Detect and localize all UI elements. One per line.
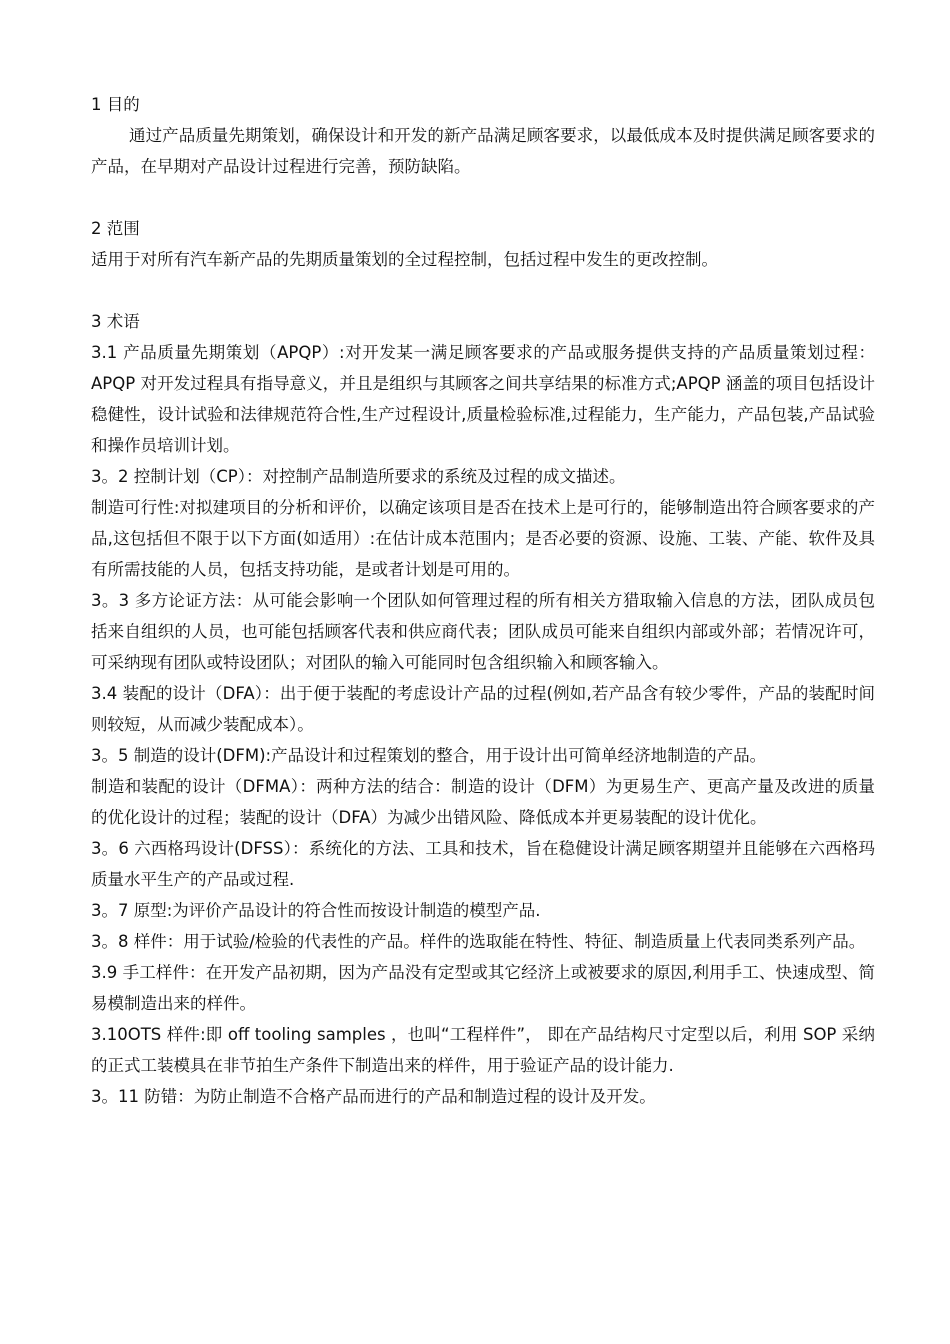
term-3-1: 3.1 产品质量先期策划（APQP）:对开发某一满足顾客要求的产品或服务提供支持的产品质量策划过程：APQP 对开发过程具有指导意义，并且是组织与其顾客之间共享结果的标准方式;APQP 涵盖的项目包括设计稳健性，设计试验和法律规范符合性,生产过程设计,质量检验标准,过程能力，生产能力，产品包装,产品试验和操作员培训计划。: [91, 343, 875, 455]
term-3-8: 3。8 样件：用于试验/检验的代表性的产品。样件的选取能在特性、特征、制造质量上代表同类系列产品。: [91, 932, 866, 951]
term-dfma: 制造和装配的设计（DFMA）：两种方法的结合：制造的设计（DFM）为更易生产、更高产量及改进的质量的优化设计的过程；装配的设计（DFA）为减少出错风险、降低成本并更易装配的设计优化。: [91, 777, 875, 827]
term-manufacturing-feasibility: 制造可行性:对拟建项目的分析和评价，以确定该项目是否在技术上是可行的，能够制造出符合顾客要求的产品,这包括但不限于以下方面(如适用）:在估计成本范围内；是否必要的资源、设施、工装、产能、软件及具有所需技能的人员，包括支持功能，是或者计划是可用的。: [91, 498, 875, 579]
section-2-heading: 2 范围: [91, 219, 140, 238]
term-3-9: 3.9 手工样件：在开发产品初期，因为产品没有定型或其它经济上或被要求的原因,利用手工、快速成型、简易模制造出来的样件。: [91, 963, 875, 1013]
term-3-2: 3。2 控制计划（CP）：对控制产品制造所要求的系统及过程的成文描述。: [91, 467, 626, 486]
section-1-body: 通过产品质量先期策划，确保设计和开发的新产品满足顾客要求，以最低成本及时提供满足顾客要求的产品，在早期对产品设计过程进行完善，预防缺陷。: [91, 126, 875, 176]
term-3-6: 3。6 六西格玛设计(DFSS）：系统化的方法、工具和技术，旨在稳健设计满足顾客期望并且能够在六西格玛质量水平生产的产品或过程.: [91, 839, 875, 889]
section-2-body: 适用于对所有汽车新产品的先期质量策划的全过程控制，包括过程中发生的更改控制。: [91, 250, 718, 269]
section-3-heading: 3 术语: [91, 312, 140, 331]
term-3-5: 3。5 制造的设计(DFM):产品设计和过程策划的整合，用于设计出可简单经济地制造的产品。: [91, 746, 767, 765]
document-body: [91, 89, 875, 1112]
section-1-heading: 1 目的: [91, 95, 140, 114]
term-3-3: 3。3 多方论证方法：从可能会影响一个团队如何管理过程的所有相关方猎取输入信息的方法，团队成员包括来自组织的人员，也可能包括顾客代表和供应商代表；团队成员可能来自组织内部或外部；若情况许可，可采纳现有团队或特设团队；对团队的输入可能同时包含组织输入和顾客输入。: [91, 591, 875, 672]
term-3-4: 3.4 装配的设计（DFA）：出于便于装配的考虑设计产品的过程(例如,若产品含有较少零件，产品的装配时间则较短，从而减少装配成本）。: [91, 684, 875, 734]
term-3-11: 3。11 防错：为防止制造不合格产品而进行的产品和制造过程的设计及开发。: [91, 1087, 656, 1106]
term-3-7: 3。7 原型:为评价产品设计的符合性而按设计制造的模型产品.: [91, 901, 541, 920]
term-3-10: 3.10OTS 样件:即 off tooling samples ，也叫“工程样件”， 即在产品结构尺寸定型以后，利用 SOP 采纳的正式工装模具在非节拍生产条件下制造出来的样件，用于验证产品的设计能力.: [91, 1025, 875, 1075]
